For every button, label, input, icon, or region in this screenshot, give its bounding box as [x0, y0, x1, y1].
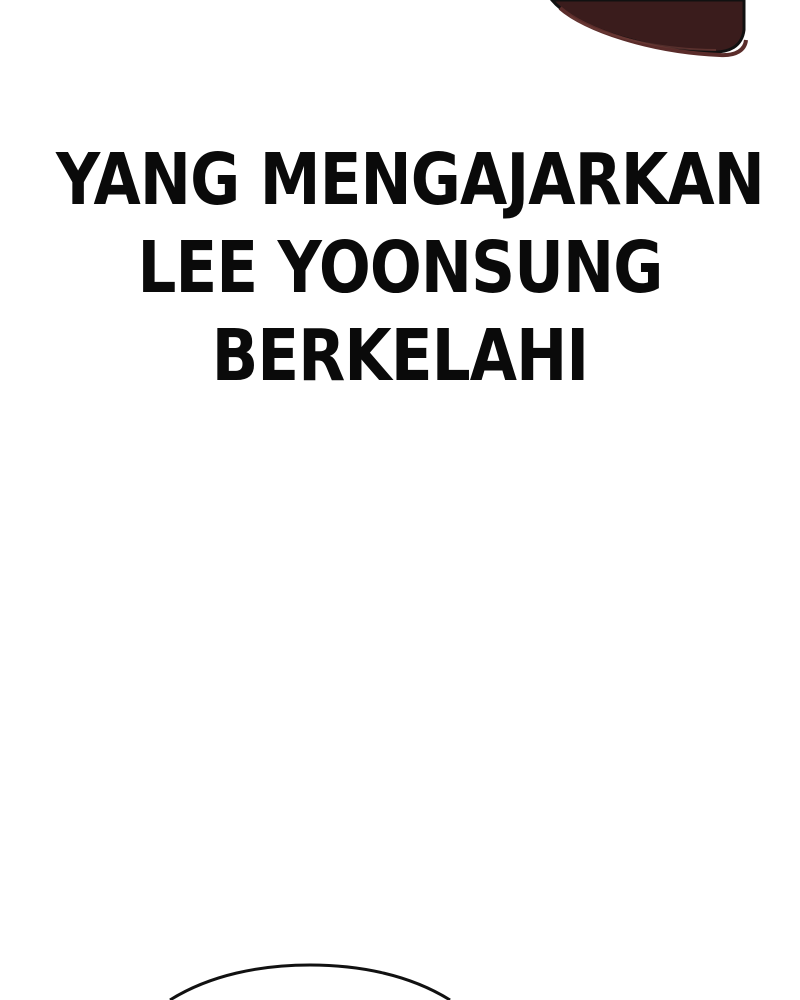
hat-brim-illustration	[540, 0, 760, 70]
caption-line-2: LEE YOONSUNG	[137, 226, 663, 309]
narration-caption	[56, 136, 764, 400]
head-outline-illustration	[150, 955, 470, 1000]
caption-line-1: YANG MENGAJARKAN	[56, 138, 764, 221]
caption-line-3: BERKELAHI	[211, 314, 589, 397]
